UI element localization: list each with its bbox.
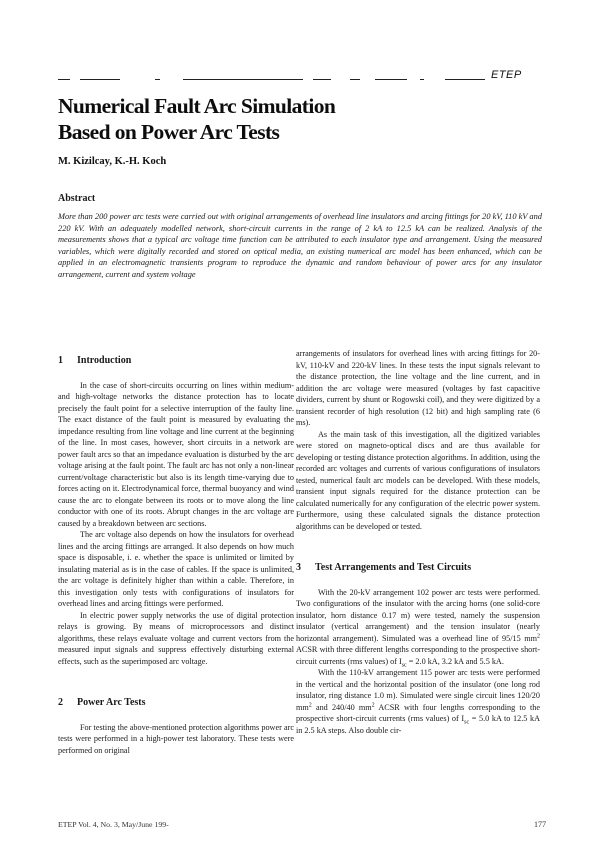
section-title: Introduction xyxy=(77,355,132,366)
title-line-1: Numerical Fault Arc Simulation xyxy=(58,94,336,118)
section-heading-introduction xyxy=(58,355,294,367)
paragraph: With the 20-kV arrangement 102 power arc tests were performed. Two configurations of the insulator with the arcing horns (one solid-core insulator, horn distance 0.17 m) were tested, namely the suspension insulator (vertical arrangement) and the tension insulator (nearly horizontal arrangement). Simulated was a overhead line of 95/15 $mm^2$ ACSR with three different lengths corresponding to the prospective short-circuit currents (rms values) of $I_{sc} = 2.0$ kA, 3.2 kA and 5.5 kA. xyxy=(296,587,540,669)
right-column xyxy=(296,348,540,736)
journal-tag: ETEP xyxy=(491,69,522,81)
paragraph: As the main task of this investigation, all the digitized variables were stored on magneto-optical discs and are thus available for developing or testing distance protection algorithms. In addition, using the recorded arc voltages and currents of various configurations of insulators tested, numerical fault arc models can be developed. With these models, transient input signals required for the distance protection can be calculated numerically for any configuration of the electric power system. Furthermore, using these calculated signals the distance protection algorithms can be developed or tested. xyxy=(296,429,540,531)
article-title xyxy=(58,93,335,145)
paragraph: In electric power supply networks the use of digital protection relays is growing. By means of microprocessors and distinct algorithms, these relays evaluate voltage and current vectors from the measured input signals and suppress effectively disturbing external effects, such as the superimposed arc voltage. xyxy=(58,610,294,666)
abstract-text: More than 200 power arc tests were carried out with original arrangements of overhead line insulators and arcing fittings for 20 kV, 110 kV and 220 kV. With an adequately modelled network, short-circuit currents in the range of 2 kA to 12.5 kA can be realized. Analysis of the measurements shows that a typical arc voltage time function can be attributed to each insulator type and arrangement. Using the measured variables, which were digitally recorded and stored on optical media, an existing numerical arc model has been enhanced, which can be applied in an electromagnetic transients program to reproduce the dynamic and random behaviour of power arcs for any insulator arrangement, current and system voltage xyxy=(58,212,542,279)
section-title: Test Arrangements and Test Circuits xyxy=(315,562,472,573)
footer-citation: ETEP Vol. 4, No. 3, May/June 199- xyxy=(58,820,169,829)
section-number: 3 xyxy=(296,562,301,573)
header-rule xyxy=(58,76,488,84)
paragraph: With the 110-kV arrangement 115 power arc tests were performed in the vertical and the horizontal position of the insulator (one long rod insulator, ring distance 1.0 m). Simulated were single circuit lines 120/20 $mm^2$ and 240/40 $mm^2$ ACSR with four lengths corresponding to the prospective short-circuit currents (rms values) of $I_{sc} = 5.0$ kA to 12.5 kA in 2.5 kA steps. Also double cir- xyxy=(296,668,540,735)
abstract-heading: Abstract xyxy=(58,193,96,204)
paragraph: In the case of short-circuits occurring on lines within medium- and high-voltage networks the distance protection has to locate precisely the fault point for a selective interruption of the faulty line. The exact distance of the fault point is measured by evaluating the impedance resulting from line voltage and line current at the beginning of the line. In most cases, however, short circuits in a network are power fault arcs so that an impedance evaluation is disturbed by the arc voltage arising at the fault point. The fault arc has not only a non-linear current/voltage characteristic but also is its length time-varying due to forces acting on it. Electrodynamical force, thermal buoyancy and wind cause the arc to elongate between its roots or to move along the line conductor with one of its roots. Abrupt changes in the arc voltage are caused by a breakdown between arc sections. xyxy=(58,380,294,528)
left-column xyxy=(58,355,294,756)
paragraph-continued: arrangements of insulators for overhead lines with arcing fittings for 20-kV, 110-kV and 220-kV lines. In these tests the input signals relevant to the distance protection, the line voltage and the line current, and in addition the arc voltage were measured (voltages by fast capacitive dividers, current by shunt or Rogowski coil), and they were digitized by a transient recorder of high resolution (12 bit) and high sampling rate (6 ms). xyxy=(296,349,540,427)
paragraph: For testing the above-mentioned protection algorithms power arc tests were performed in a high-power test laboratory. These tests were performed on original xyxy=(58,722,294,755)
section-number: 2 xyxy=(58,697,63,708)
section-heading-power-arc-tests xyxy=(58,697,294,709)
page-number: 177 xyxy=(534,820,546,829)
section-number: 1 xyxy=(58,355,63,366)
title-line-2: Based on Power Arc Tests xyxy=(58,120,280,144)
paragraph: The arc voltage also depends on how the insulators for overhead lines and the arcing fittings are arranged. It also depends on how much space is disposable, i. e. whether the space is unlimited or limited by insulating material as is in the case of cables. If the space is unlimited, the arc voltage is definitely higher than within a cable. Therefore, in this investigation only tests with configurations of insulators for overhead lines and arcing fittings were performed. xyxy=(58,530,294,608)
section-heading-test-arrangements xyxy=(296,562,540,574)
authors: M. Kizilcay, K.-H. Koch xyxy=(58,156,167,167)
section-title: Power Arc Tests xyxy=(77,697,146,708)
